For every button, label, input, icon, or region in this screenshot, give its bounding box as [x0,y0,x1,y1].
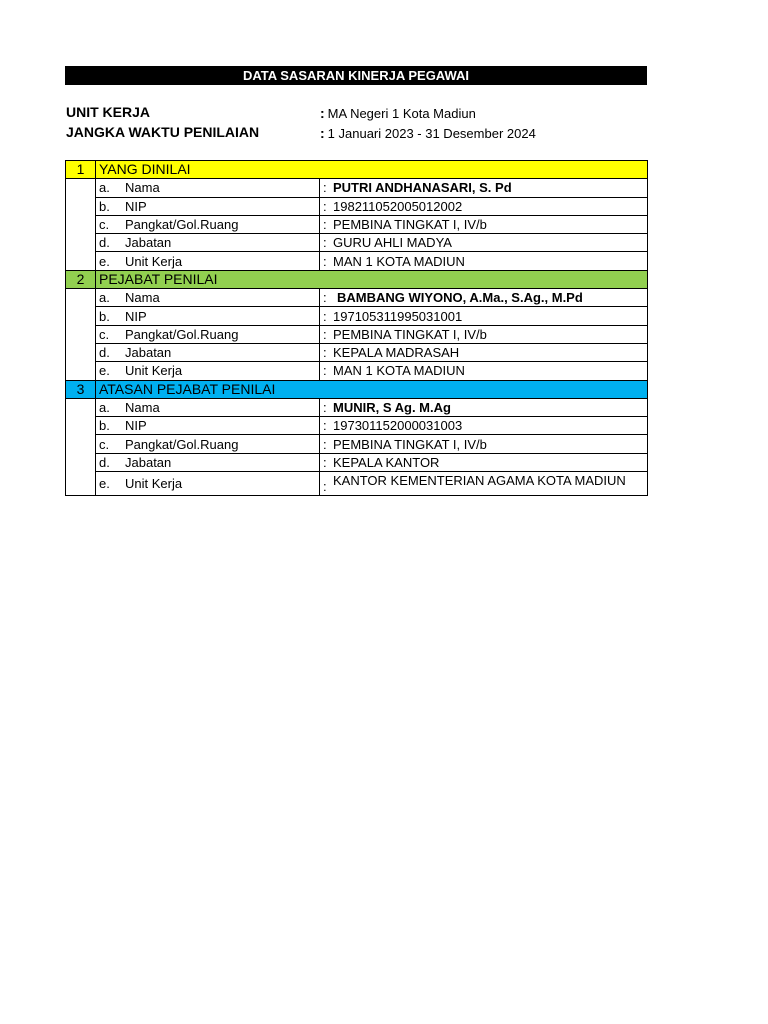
row-value: MAN 1 KOTA MADIUN [333,363,465,379]
table-row [66,343,648,361]
row-letter: d. [99,235,110,251]
colon: : [323,235,327,251]
row-value-cell [320,362,648,380]
colon: : [323,400,327,415]
row-label: Nama [125,180,160,196]
row-value: 197105311995031001 [333,308,463,324]
colon: : [323,180,327,196]
colon: : [323,479,327,495]
row-value-cell [320,179,648,197]
row-value-cell [320,197,648,215]
row-label-cell [96,417,320,435]
colon: : [323,326,327,342]
row-value-cell [320,435,648,453]
row-value: KEPALA MADRASAH [333,345,460,361]
colon: : [320,105,325,121]
section-header-atasan-pejabat-penilai [66,380,648,398]
row-letter: a. [99,290,110,306]
row-letter: d. [99,345,110,361]
blank-cell [66,289,96,380]
row-value: PUTRI ANDHANASARI, S. Pd [333,180,512,196]
row-value-cell [320,289,648,307]
row-value-cell [320,417,648,435]
row-letter: e. [99,363,110,379]
document-title: DATA SASARAN KINERJA PEGAWAI [65,66,647,85]
row-label-cell [96,289,320,307]
row-label-cell [96,343,320,361]
row-label-cell [96,252,320,270]
row-label: Pangkat/Gol.Ruang [125,326,239,342]
row-value-cell [320,252,648,270]
section-header-pejabat-penilai [66,270,648,288]
row-label-cell [96,398,320,416]
row-label-cell [96,197,320,215]
section-number: 2 [66,270,96,288]
colon: : [323,454,327,470]
colon: : [323,418,327,434]
row-letter: c. [99,217,110,233]
colon: : [323,345,327,361]
row-label: Nama [125,290,160,306]
row-letter: c. [99,436,110,452]
table-row [66,472,648,496]
row-label: NIP [125,198,147,214]
section-title: YANG DINILAI [96,161,648,179]
row-value-cell [320,343,648,361]
row-label-cell [96,362,320,380]
colon: : [323,436,327,452]
row-label: Pangkat/Gol.Ruang [125,436,239,452]
row-value-cell [320,472,648,496]
section-number: 3 [66,380,96,398]
row-label: NIP [125,418,147,434]
colon: : [323,363,327,379]
row-value: PEMBINA TINGKAT I, IV/b [333,326,487,342]
colon: : [320,125,325,141]
table-row [66,234,648,252]
row-value-cell [320,234,648,252]
table-row [66,325,648,343]
row-letter: d. [99,454,110,470]
row-label: Unit Kerja [125,363,183,379]
colon: : [323,217,327,233]
row-value-cell [320,453,648,471]
table-row [66,179,648,197]
row-label: Unit Kerja [125,476,183,492]
row-value: MUNIR, S Ag. M.Ag [333,400,451,415]
table-row [66,417,648,435]
row-label: Nama [125,400,160,415]
row-label: Jabatan [125,345,172,361]
table-row [66,252,648,270]
table-row [66,362,648,380]
row-value-cell [320,307,648,325]
table-row [66,453,648,471]
section-title: PEJABAT PENILAI [96,270,648,288]
row-label-cell [96,472,320,496]
row-label: Jabatan [125,454,172,470]
row-value: GURU AHLI MADYA [333,235,452,251]
row-value-cell [320,215,648,233]
unit-kerja-value [320,105,476,121]
blank-cell [66,179,96,270]
row-letter: b. [99,198,110,214]
row-value-cell [320,398,648,416]
colon: : [323,198,327,214]
table-row [66,398,648,416]
row-label-cell [96,325,320,343]
row-letter: c. [99,326,110,342]
row-value: KANTOR KEMENTERIAN AGAMA KOTA MADIUN [333,473,626,489]
row-letter: b. [99,418,110,434]
unit-kerja-label: UNIT KERJA [66,104,151,120]
row-label: Unit Kerja [125,253,183,269]
table-row [66,215,648,233]
table-row [66,197,648,215]
colon: : [323,308,327,324]
row-label-cell [96,435,320,453]
table-row [66,435,648,453]
row-letter: a. [99,180,110,196]
row-letter: e. [99,253,110,269]
row-label: Pangkat/Gol.Ruang [125,217,239,233]
row-value: KEPALA KANTOR [333,454,440,470]
colon: : [323,253,327,269]
row-label-cell [96,307,320,325]
row-value-cell [320,325,648,343]
row-label-cell [96,453,320,471]
row-label-cell [96,234,320,252]
row-value: MAN 1 KOTA MADIUN [333,253,465,269]
unit-kerja-text: MA Negeri 1 Kota Madiun [327,106,476,121]
row-value: 198211052005012002 [333,198,463,214]
employee-data-table [65,160,648,496]
section-header-yang-dinilai [66,161,648,179]
table-row [66,289,648,307]
row-letter: e. [99,476,110,492]
blank-cell [66,398,96,495]
row-label-cell [96,179,320,197]
row-label-cell [96,215,320,233]
jangka-waktu-text: 1 Januari 2023 - 31 Desember 2024 [327,126,536,141]
table-row [66,307,648,325]
section-number: 1 [66,161,96,179]
jangka-waktu-value [320,125,536,141]
jangka-waktu-label: JANGKA WAKTU PENILAIAN [66,124,260,140]
row-letter: a. [99,400,110,415]
row-value: BAMBANG WIYONO, A.Ma., S.Ag., M.Pd [337,290,583,306]
row-value: 197301152000031003 [333,418,463,434]
row-value: PEMBINA TINGKAT I, IV/b [333,436,487,452]
row-label: Jabatan [125,235,172,251]
row-letter: b. [99,308,110,324]
row-value: PEMBINA TINGKAT I, IV/b [333,217,487,233]
row-label: NIP [125,308,147,324]
colon: : [323,290,327,306]
section-title: ATASAN PEJABAT PENILAI [96,380,648,398]
